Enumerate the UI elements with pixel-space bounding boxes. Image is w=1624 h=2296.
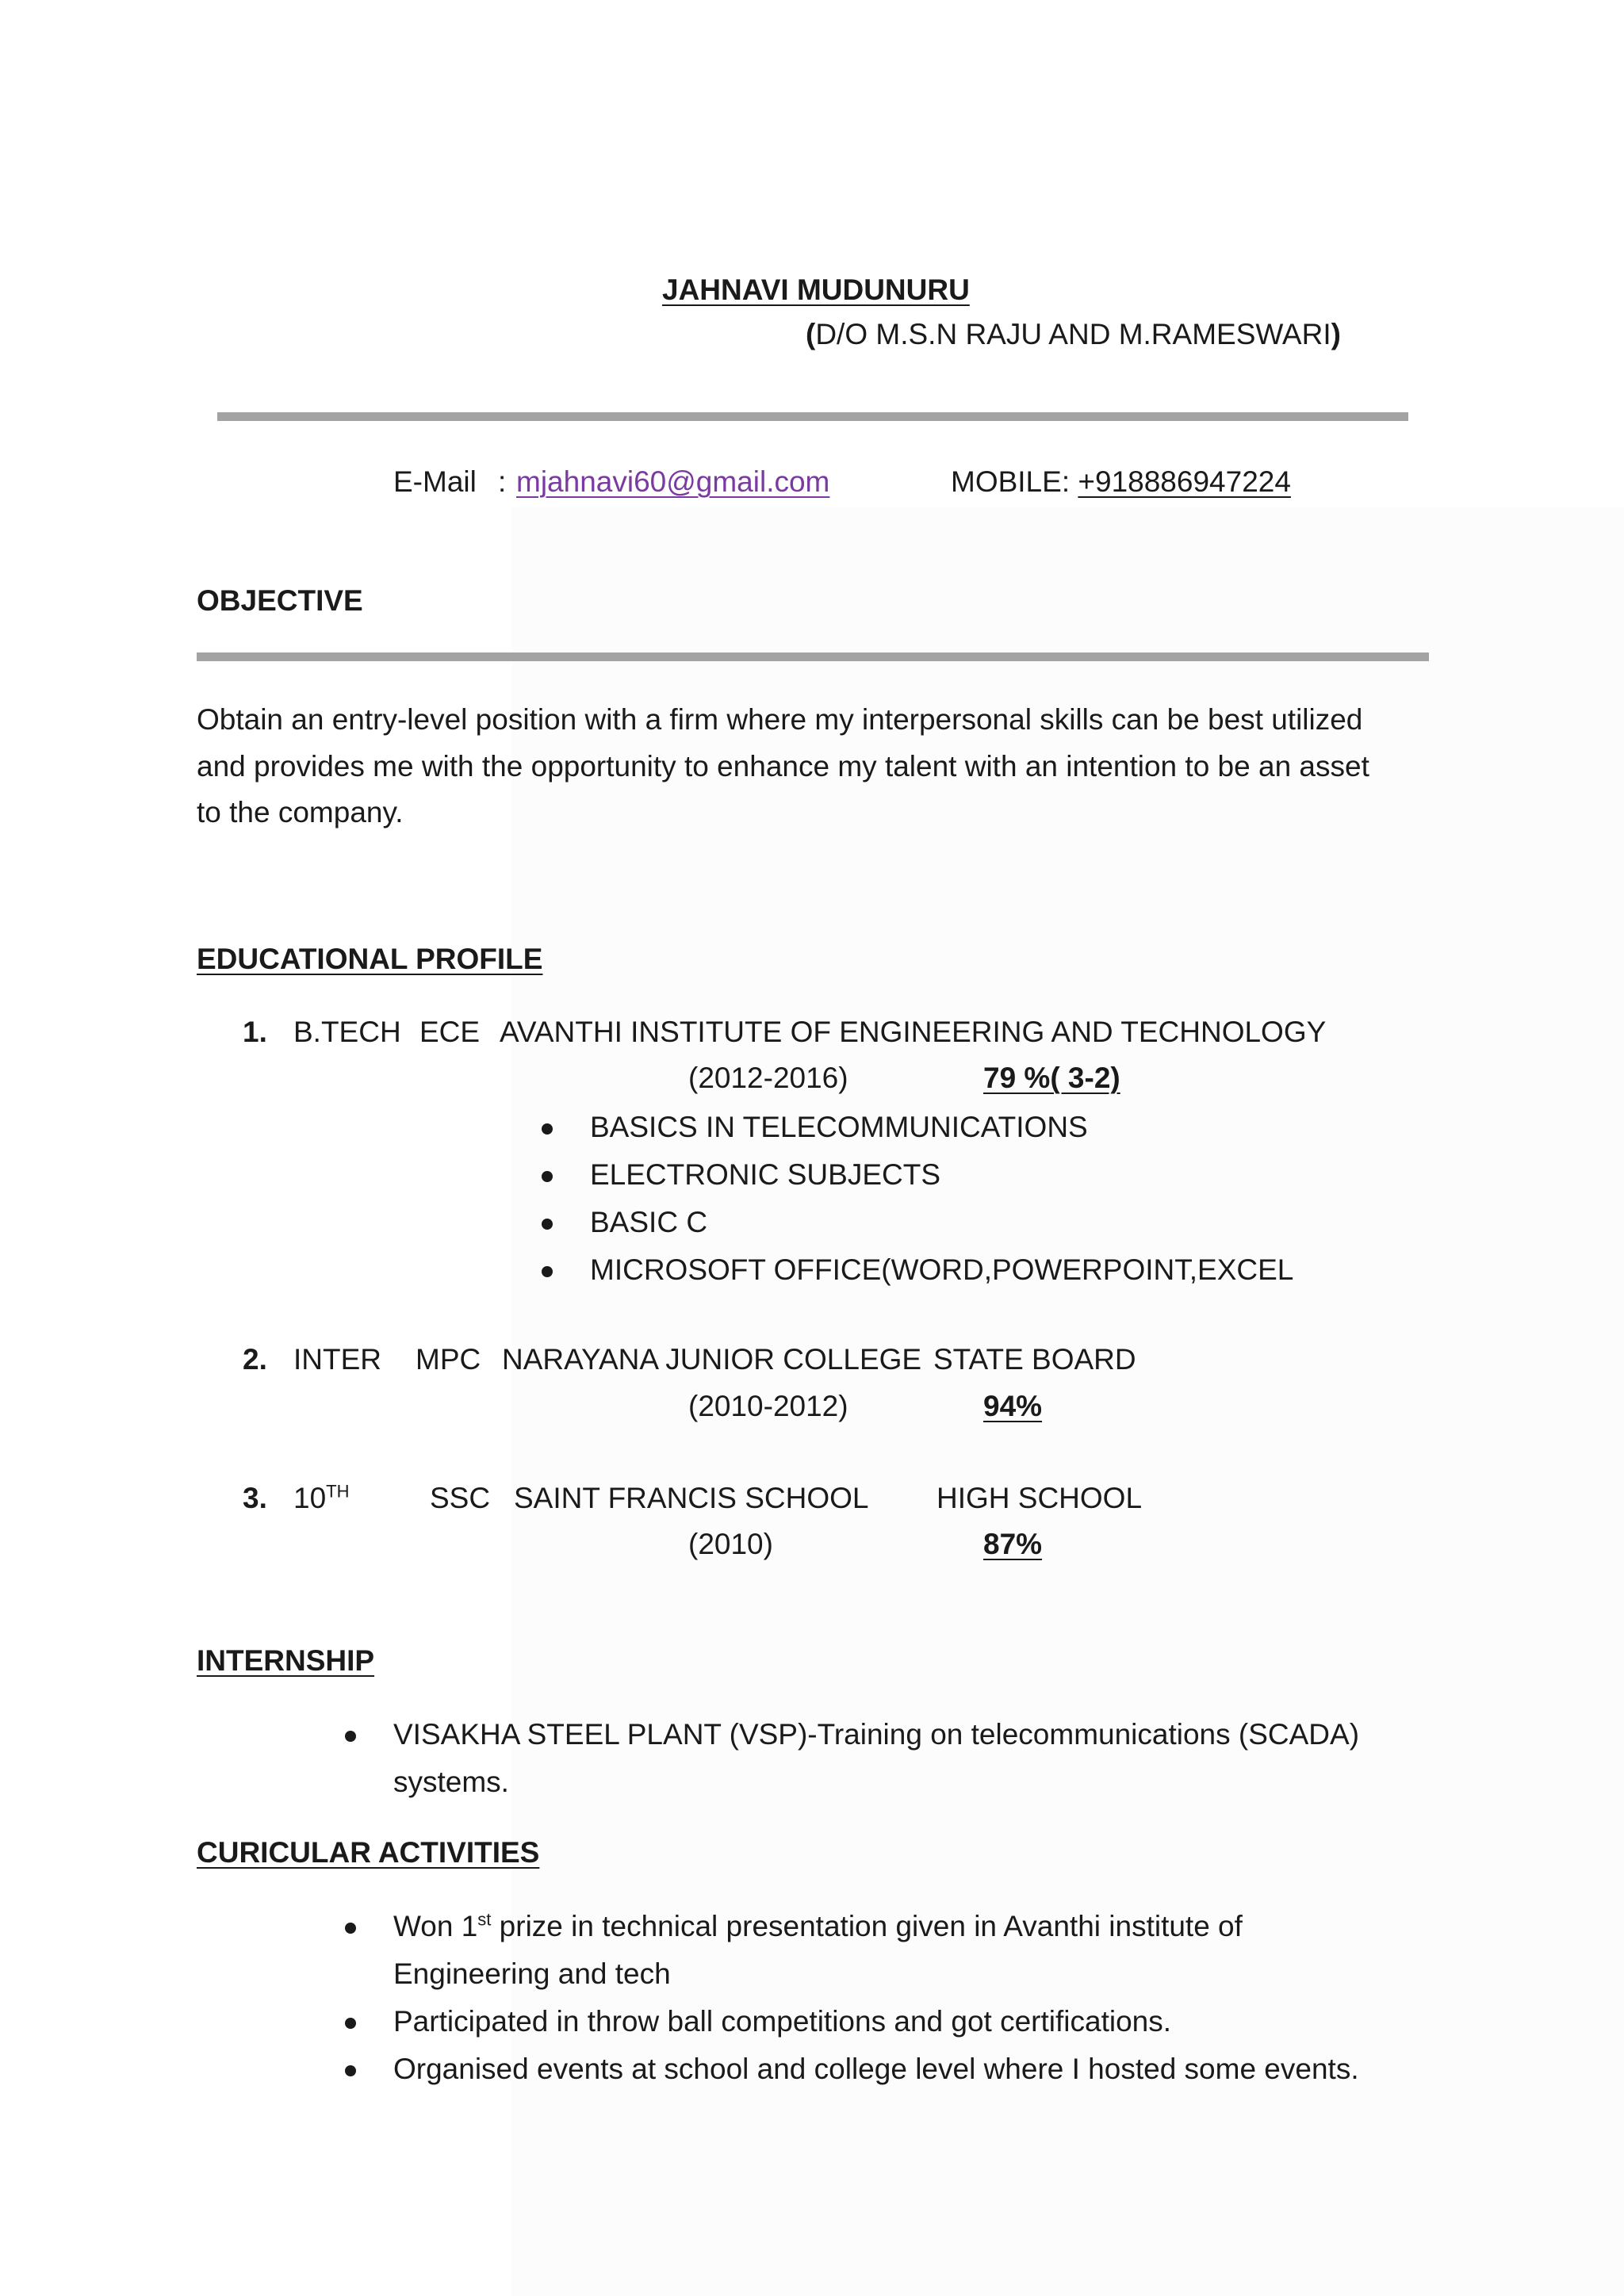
objective-line-3: to the company. — [197, 796, 404, 828]
email-link[interactable]: mjahnavi60@gmail.com — [516, 465, 830, 498]
parents-open: ( — [806, 318, 816, 350]
bullet-icon — [345, 2018, 356, 2029]
education-number-2: 2. — [243, 1343, 267, 1376]
education-years-1: (2012-2016) — [688, 1062, 848, 1094]
parents-text: D/O M.S.N RAJU AND M.RAMESWARI — [815, 318, 1331, 350]
education-institution-3: SAINT FRANCIS SCHOOL — [514, 1482, 869, 1514]
internship-item-line-2: systems. — [393, 1766, 509, 1798]
education-degree-3-sup: TH — [326, 1481, 350, 1502]
subject-item-1: BASICS IN TELECOMMUNICATIONS — [590, 1111, 1088, 1143]
email-separator: : — [498, 465, 507, 498]
activity-item-1-pre: Won 1 — [393, 1910, 478, 1942]
bullet-icon — [345, 1731, 356, 1742]
subject-item-2: ELECTRONIC SUBJECTS — [590, 1158, 941, 1191]
mobile-line — [951, 465, 1291, 499]
subject-item-3: BASIC C — [590, 1206, 708, 1238]
mobile-label: MOBILE: — [951, 465, 1078, 498]
email-label: E-Mail — [393, 465, 477, 498]
candidate-name: JAHNAVI MUDUNURU — [662, 274, 970, 306]
education-number-3: 3. — [243, 1482, 267, 1514]
bullet-icon — [542, 1266, 553, 1277]
parents-close: ) — [1331, 318, 1341, 350]
subject-item-4: MICROSOFT OFFICE(WORD,POWERPOINT,EXCEL — [590, 1253, 1294, 1286]
education-degree-3 — [293, 1481, 349, 1516]
education-score-1: 79 %( 3-2) — [983, 1062, 1120, 1094]
activity-item-1-sup: st — [477, 1909, 492, 1930]
education-degree-2: INTER — [293, 1343, 381, 1376]
bullet-icon — [542, 1171, 553, 1182]
education-score-3: 87% — [983, 1528, 1043, 1560]
mobile-link[interactable]: +918886947224 — [1078, 465, 1291, 498]
activity-item-1-line-1 — [393, 1909, 1243, 1944]
education-heading: EDUCATIONAL PROFILE — [197, 943, 543, 975]
activity-item-2: Participated in throw ball competitions and got certifications. — [393, 2005, 1172, 2038]
bullet-icon — [345, 2065, 356, 2076]
parents-line — [806, 317, 1341, 352]
education-score-2: 94% — [983, 1390, 1043, 1422]
bullet-icon — [542, 1219, 553, 1230]
activity-item-3: Organised events at school and college level where I hosted some events. — [393, 2053, 1359, 2085]
internship-heading: INTERNSHIP — [197, 1644, 375, 1677]
activity-item-1-line-2: Engineering and tech — [393, 1957, 671, 1990]
header-divider — [217, 412, 1408, 421]
objective-line-1: Obtain an entry-level position with a firm where my interpersonal skills can be best utilized — [197, 703, 1363, 736]
education-branch-2: MPC — [416, 1343, 481, 1376]
education-degree-1: B.TECH — [293, 1016, 401, 1048]
education-board-3: HIGH SCHOOL — [936, 1482, 1143, 1514]
education-branch-1: ECE — [419, 1016, 481, 1048]
education-branch-3: SSC — [430, 1482, 491, 1514]
education-number-1: 1. — [243, 1016, 267, 1048]
activities-heading: CURICULAR ACTIVITIES — [197, 1836, 540, 1869]
objective-divider — [197, 652, 1429, 661]
education-years-3: (2010) — [688, 1528, 773, 1560]
internship-item-line-1: VISAKHA STEEL PLANT (VSP)-Training on telecommunications (SCADA) — [393, 1718, 1360, 1751]
objective-line-2: and provides me with the opportunity to enhance my talent with an intention to be an asset — [197, 750, 1369, 783]
education-institution-1: AVANTHI INSTITUTE OF ENGINEERING AND TECHNOLOGY — [500, 1016, 1327, 1048]
bullet-icon — [542, 1123, 553, 1135]
bullet-icon — [345, 1923, 356, 1934]
education-institution-2: NARAYANA JUNIOR COLLEGE — [502, 1343, 922, 1376]
education-board-2: STATE BOARD — [933, 1343, 1136, 1376]
objective-heading: OBJECTIVE — [197, 584, 363, 617]
education-degree-3-text: 10 — [293, 1482, 327, 1514]
activity-item-1-post: prize in technical presentation given in Avanthi institute of — [491, 1910, 1243, 1942]
education-years-2: (2010-2012) — [688, 1390, 848, 1422]
